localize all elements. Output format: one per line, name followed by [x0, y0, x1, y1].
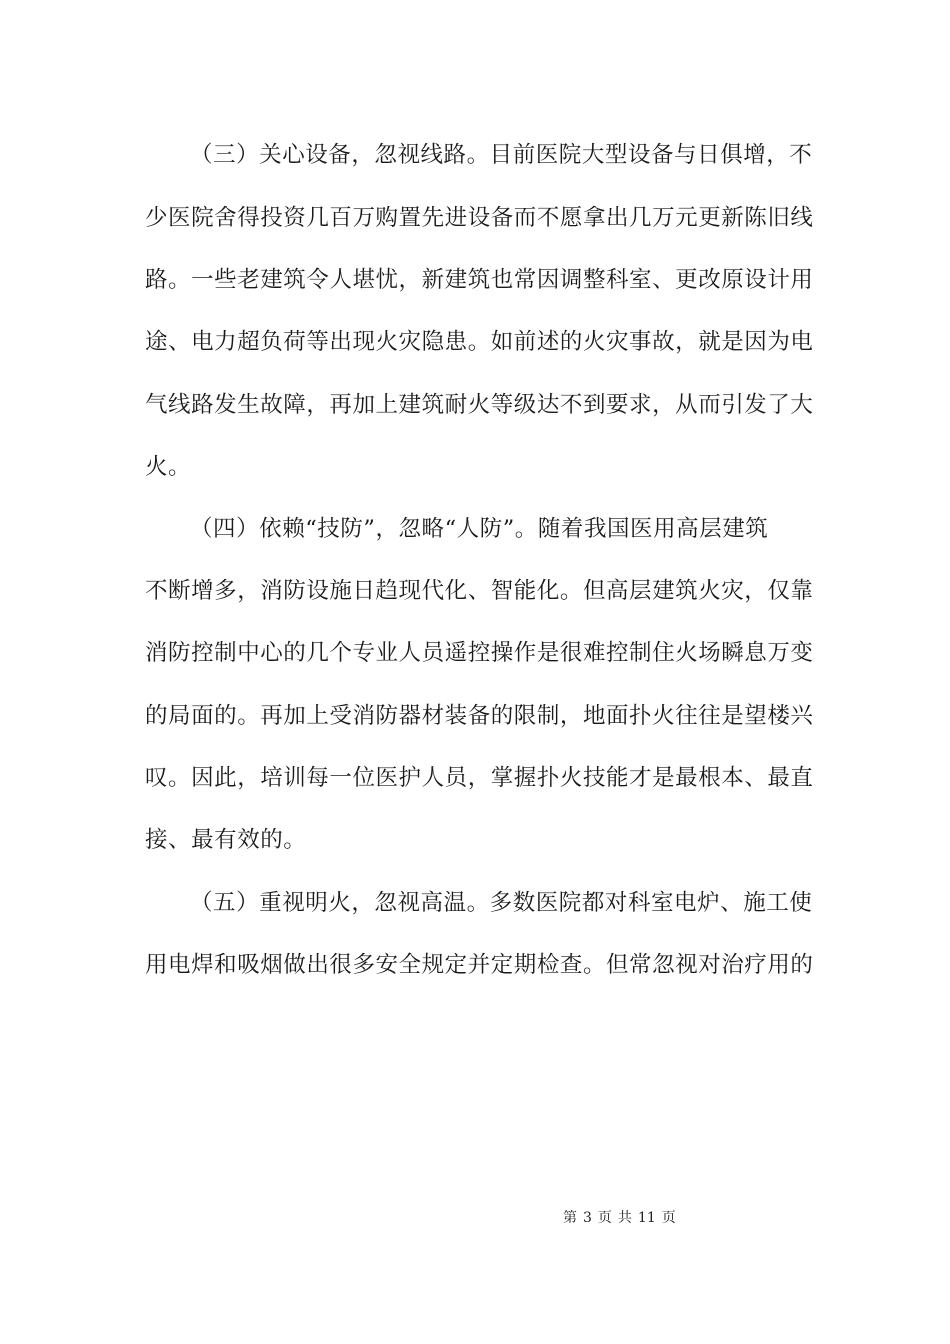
paragraph-line: 少医院舍得投资几百万购置先进设备而不愿拿出几万元更新陈旧线 [145, 205, 814, 231]
paragraph-line: 用电焊和吸烟做出很多安全规定并定期检查。但常忽视对治疗用的 [145, 952, 814, 978]
footer-prefix: 第 [563, 1210, 577, 1226]
current-page-number: 3 [583, 1210, 592, 1226]
paragraph-line: （五）重视明火，忽视高温。多数医院都对科室电炉、施工使 [190, 890, 813, 916]
paragraph-line: （三）关心设备，忽视线路。目前医院大型设备与日俱增，不 [190, 142, 813, 168]
paragraph-line: 接、最有效的。 [145, 827, 307, 853]
paragraph-line: 不断增多，消防设施日趋现代化、智能化。但高层建筑火灾，仅靠 [145, 578, 814, 604]
page-number-footer [563, 1207, 682, 1229]
footer-total-prefix: 共 [617, 1210, 632, 1226]
footer-total-unit: 页 [661, 1210, 676, 1226]
paragraph-line: 途、电力超负荷等出现火灾隐患。如前述的火灾事故，就是因为电 [145, 329, 814, 355]
paragraph-line: 消防控制中心的几个专业人员遥控操作是很难控制住火场瞬息万变 [145, 640, 814, 666]
paragraph-line: （四）依赖“技防”，忽略“人防”。随着我国医用高层建筑 [190, 516, 769, 542]
paragraph-line: 叹。因此，培训每一位医护人员，掌握扑火技能才是最根本、最直 [145, 765, 814, 791]
paragraph-line: 路。一些老建筑令人堪忧，新建筑也常因调整科室、更改原设计用 [145, 267, 814, 293]
total-pages-number: 11 [637, 1210, 656, 1226]
paragraph-line: 的局面的。再加上受消防器材装备的限制，地面扑火往往是望楼兴 [145, 703, 814, 729]
footer-page-unit: 页 [597, 1210, 612, 1226]
paragraph-line: 气线路发生故障，再加上建筑耐火等级达不到要求，从而引发了大 [145, 392, 814, 418]
paragraph-line: 火。 [145, 454, 192, 480]
